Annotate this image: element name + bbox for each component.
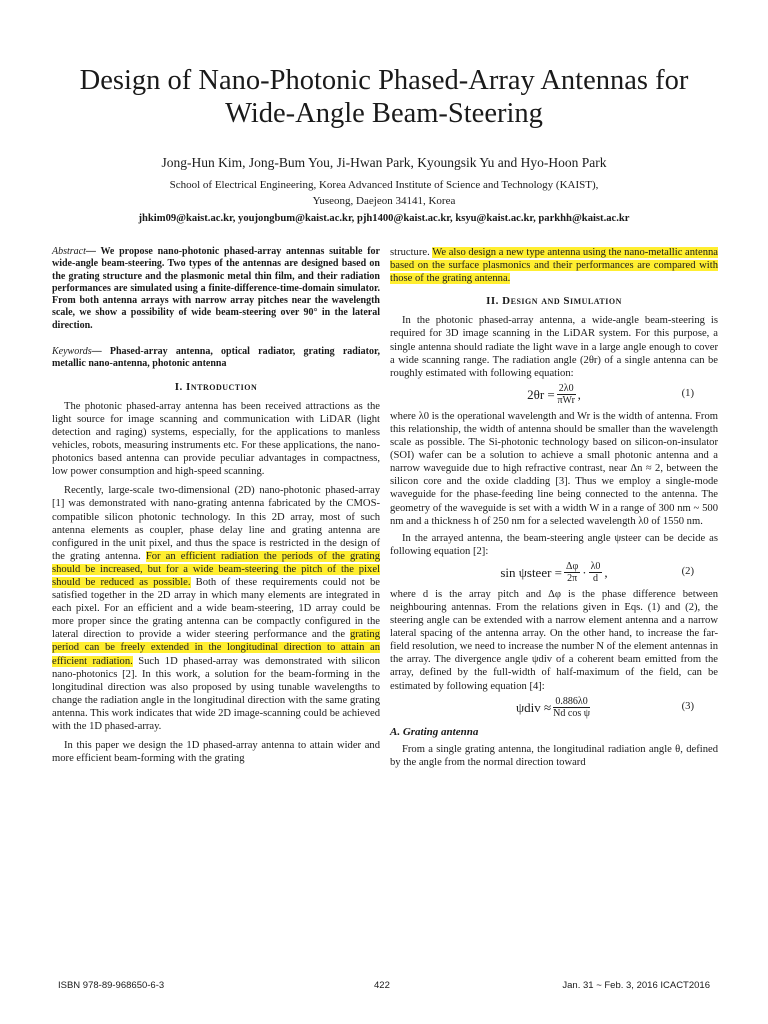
- eq2-fraction-1: [564, 561, 580, 584]
- keywords-text: — Phased-array antenna, optical radiator, grating radiator, metallic nano-antenna, photonic antenna: [52, 346, 380, 370]
- continued-paragraph: [390, 246, 718, 285]
- footer-isbn: ISBN 978-89-968650-6-3: [58, 980, 165, 991]
- eq1-tail: ,: [577, 387, 581, 403]
- eq2-dot: ·: [582, 565, 587, 581]
- eq2-tail: ,: [604, 565, 608, 581]
- section-heading-introduction: [52, 381, 380, 394]
- eq1-number: (1): [681, 387, 694, 399]
- equation-1: [390, 383, 718, 407]
- title-line-1: Design of Nano-Photonic Phased-Array Antennas for: [79, 65, 689, 96]
- design-paragraph-4: where d is the array pitch and Δφ is the phase difference between neighbouring antennas. From the relations given in Eqs. (1) and (2), the steering angle can be extended with a narrow element antenna and a narrow lateral spacing of the antenna array. On the other hand, to increase the far-field resolution, we need to increase the number N of the element antennas in the array. The divergence angle ψdiv of a coherent beam emitted from the array, defined by the full-width of half-maximum of the field, can be estimated by following equation [4]:: [390, 588, 718, 692]
- intro-paragraph-3: In this paper we design the 1D phased-array antenna to attain wider and more efficient beam-forming with the grating: [52, 740, 380, 765]
- eq3-numerator: 0.886λ0: [555, 696, 588, 708]
- section-number: II.: [486, 295, 499, 308]
- author-list: Jong-Hun Kim, Jong-Bum You, Ji-Hwan Park, Kyoungsik Yu and Hyo-Hoon Park: [161, 155, 607, 170]
- section-title: Design and Simulation: [502, 295, 622, 308]
- eq1-fraction: [557, 383, 576, 406]
- design-paragraph-3: In the arrayed antenna, the beam-steering angle ψsteer can be decide as following equation [2]:: [390, 532, 718, 557]
- intro-paragraph-1: The photonic phased-array antenna has been received attractions as the light source for image scanning and communication with LiDAR (light detection and raging) systems, especially, for the applications to manless vehicles, robots, measuring instruments etc. For these applications, the nano-photonics based antenna can provide peculiar advantages in compactness, low power consumption and high-speed scanning.: [52, 400, 380, 478]
- affiliation-line-1: School of Electrical Engineering, Korea Advanced Institute of Science and Technology (KAIST),: [169, 179, 599, 191]
- eq2-f2-numerator: λ0: [590, 561, 601, 573]
- eq3-number: (3): [681, 700, 694, 712]
- paper-title: [40, 64, 728, 130]
- equation-3: [390, 696, 718, 720]
- section-heading-design: [390, 295, 718, 308]
- eq2-f2-denominator: d: [592, 573, 598, 585]
- design-paragraph-2: where λ0 is the operational wavelength and Wr is the width of antenna. From this relationship, the width of antenna should be smaller than the wavelength scale as possible. The Si-photonic technology based on silicon-on-insulator (SOI) wafer can be a solution to achieve a small photonic antenna and a narrow waveguide due to high refractive contrast, near Δn ≈ 2, between the silicon core and the oxide cladding [3]. Thus we employ a single-mode waveguide for the phase-feeding line being connected to the antenna. The geometry of the waveguide is set with a width W in a range of 300 nm ~ 500 nm and a thickness h of 250 nm for a selected wavelength λ0 of 1550 nm.: [390, 410, 718, 527]
- abstract-label: Abstract: [52, 246, 86, 257]
- equation-2: [390, 561, 718, 585]
- eq2-lhs: sin ψsteer =: [500, 565, 563, 581]
- right-column: [390, 246, 718, 769]
- eq2-number: (2): [681, 565, 694, 577]
- keywords: [52, 346, 380, 371]
- abstract-text: — We propose nano-photonic phased-array antennas suitable for wide-angle beam-steering. Two types of the antennas are designed based on the grating structure and the plasmonic metal thin film, and their radiation performances are simulated using a finite-difference-time-domain simulator. From both antenna arrays with narrow array pitches near the wavelength scale, we show a possibility of wide beam-steering over 90° in the lateral direction.: [52, 246, 380, 331]
- affiliation: [40, 177, 728, 209]
- subsection-heading-grating: A. Grating antenna: [390, 725, 479, 738]
- intro-p2-text-b: Both of these requirements could not be satisfied together in the 2D array in which many elements are integrated in each pixel. For an efficient and a wide beam-steering, 1D array could be more proper since the grating antenna can be compactly configured in the lateral direction to provide a wider steering performance and the: [52, 576, 380, 641]
- author-emails: jhkim09@kaist.ac.kr, youjongbum@kaist.ac.kr, pjh1400@kaist.ac.kr, ksyu@kaist.ac.kr, parkhh@kaist.ac.kr: [138, 213, 630, 224]
- eq1-numerator: 2λ0: [558, 383, 574, 395]
- design-paragraph-1: In the photonic phased-array antenna, a wide-angle beam-steering is required for 3D image scanning in the LiDAR system. For this purpose, a single antenna should radiate the light wave in a large angle enough to cover a wide scanning range. The radiation angle (2θr) of a single antenna can be roughly estimated with following equation:: [390, 315, 718, 379]
- eq3-lhs: ψdiv ≈: [516, 700, 552, 716]
- highlight-grating-period: For an efficient radiation the periods of the grating should be increased, but for a wide beam-steering the pitch of the pixel should be reduced as possible.: [52, 550, 381, 588]
- section-number: I.: [174, 380, 183, 393]
- highlight-longitudinal: grating period can be freely extended in the longitudinal direction to attain an efficient radiation.: [52, 629, 380, 667]
- footer-page-number: 422: [374, 980, 390, 991]
- eq1-denominator: πWr: [557, 395, 575, 407]
- footer-conference: Jan. 31 ~ Feb. 3, 2016 ICACT2016: [562, 980, 710, 991]
- title-line-2: Wide-Angle Beam-Steering: [225, 98, 543, 129]
- eq3-denominator: Nd cos ψ: [553, 708, 590, 720]
- abstract: [52, 246, 380, 332]
- section-title: Introduction: [186, 380, 258, 393]
- continued-text: structure.: [390, 247, 433, 258]
- intro-p2-text-a: Recently, large-scale two-dimensional (2D) nano-photonic phased-array [1] was demonstrated with nano-grating antenna fabricated by the CMOS-compatible silicon photonic technology. In this 2D array, most of such antenna elements as coupler, phase delay line and grating antenna are configured in the unit pixel, and thus the space is restricted in the design of the grating antenna.: [52, 485, 380, 562]
- intro-p2-text-c: Such 1D phased-array was demonstrated with silicon nano-photonics [2]. In this work, a solution for the beam-forming in the longitudinal direction was also proposed by using tunable wavelengths to change the radiation angle in the longitudinal direction with the same grating antenna. This work indicates that wide 2D image-scanning could be achieved with the 1D phased-array.: [52, 655, 380, 733]
- keywords-label: Keywords: [52, 346, 92, 358]
- highlight-plasmonic-antenna: We also design a new type antenna using the nano-metallic antenna based on the surface plasmonics and their performances are compared with those of the grating antenna.: [390, 247, 718, 285]
- eq2-f1-numerator: Δφ: [566, 561, 579, 573]
- affiliation-line-2: Yuseong, Daejeon 34141, Korea: [312, 195, 456, 207]
- left-column: [52, 246, 380, 765]
- design-paragraph-5: From a single grating antenna, the longitudinal radiation angle θ, defined by the angle from the normal direction toward: [390, 743, 718, 768]
- eq1-lhs: 2θr =: [527, 387, 555, 403]
- intro-paragraph-2: [52, 484, 380, 733]
- eq3-fraction: [553, 696, 590, 719]
- eq2-fraction-2: [589, 561, 603, 584]
- eq2-f1-denominator: 2π: [567, 573, 578, 585]
